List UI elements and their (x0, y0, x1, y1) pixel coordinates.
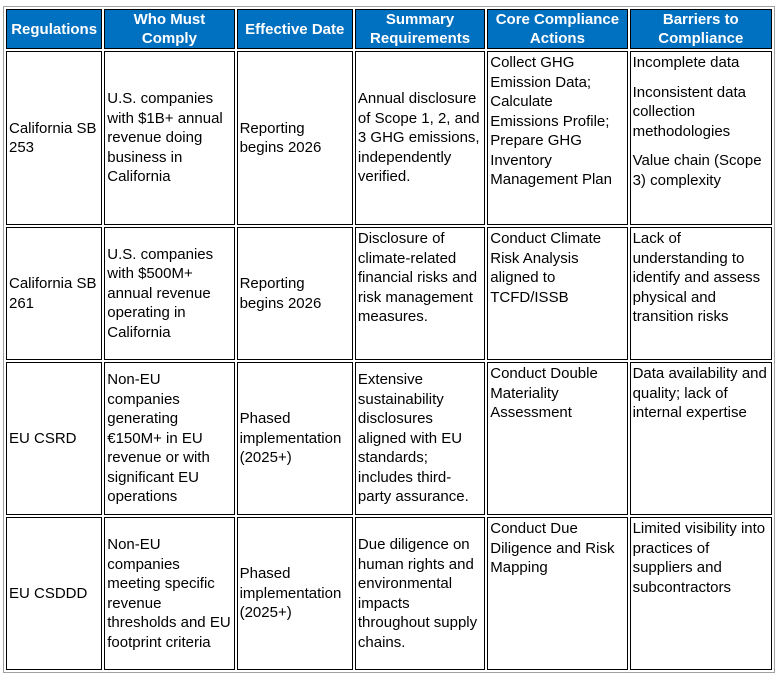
effective-date-cell: Phased implementation (2025+) (237, 517, 353, 670)
barriers-cell: Lack of understanding to identify and assess physical and transition risks (630, 227, 772, 360)
summary-cell: Annual disclosure of Scope 1, 2, and 3 GHG emissions, independently verified. (355, 51, 485, 225)
header-who-must-comply: Who Must Comply (104, 9, 234, 49)
who-must-comply-cell: U.S. companies with $1B+ annual revenue doing business in California (104, 51, 234, 225)
header-regulations: Regulations (6, 9, 102, 49)
who-must-comply-cell: U.S. companies with $500M+ annual revenue operating in California (104, 227, 234, 360)
barrier-item: Incomplete data (632, 54, 740, 71)
regulations-table (3, 6, 775, 673)
regulation-cell: EU CSRD (6, 362, 102, 515)
header-effective-date: Effective Date (237, 9, 353, 49)
header-summary-requirements: Summary Requirements (355, 9, 485, 49)
effective-date-cell: Reporting begins 2026 (237, 227, 353, 360)
summary-cell: Due diligence on human rights and environmental impacts throughout supply chains. (355, 517, 485, 670)
header-core-compliance-actions: Core Compliance Actions (487, 9, 627, 49)
table-row (6, 517, 772, 670)
actions-cell: Conduct Due Diligence and Risk Mapping (487, 517, 627, 670)
regulation-cell: California SB 261 (6, 227, 102, 360)
who-must-comply-cell: Non-EU companies meeting specific revenue thresholds and EU footprint criteria (104, 517, 234, 670)
barriers-cell: Data availability and quality; lack of internal expertise (630, 362, 772, 515)
barriers-cell: Limited visibility into practices of suppliers and subcontractors (630, 517, 772, 670)
effective-date-cell: Reporting begins 2026 (237, 51, 353, 225)
table-row (6, 362, 772, 515)
summary-cell: Extensive sustainability disclosures aligned with EU standards; includes third-party assurance. (355, 362, 485, 515)
regulation-cell: California SB 253 (6, 51, 102, 225)
header-row (6, 9, 772, 49)
actions-cell: Conduct Climate Risk Analysis aligned to TCFD/ISSB (487, 227, 627, 360)
barriers-cell (630, 51, 772, 225)
header-barriers-to-compliance: Barriers to Compliance (630, 9, 772, 49)
summary-cell: Disclosure of climate-related financial risks and risk management measures. (355, 227, 485, 360)
actions-cell: Collect GHG Emission Data; Calculate Emissions Profile; Prepare GHG Inventory Management Plan (487, 51, 627, 225)
table-row (6, 51, 772, 225)
table-row (6, 227, 772, 360)
barrier-item: Inconsistent data collection methodologies (632, 83, 747, 140)
barrier-item: Value chain (Scope 3) complexity (632, 152, 762, 189)
compliance-table-container (3, 6, 775, 673)
regulation-cell: EU CSDDD (6, 517, 102, 670)
effective-date-cell: Phased implementation (2025+) (237, 362, 353, 515)
who-must-comply-cell: Non-EU companies generating €150M+ in EU revenue or with significant EU operations (104, 362, 234, 515)
actions-cell: Conduct Double Materiality Assessment (487, 362, 627, 515)
